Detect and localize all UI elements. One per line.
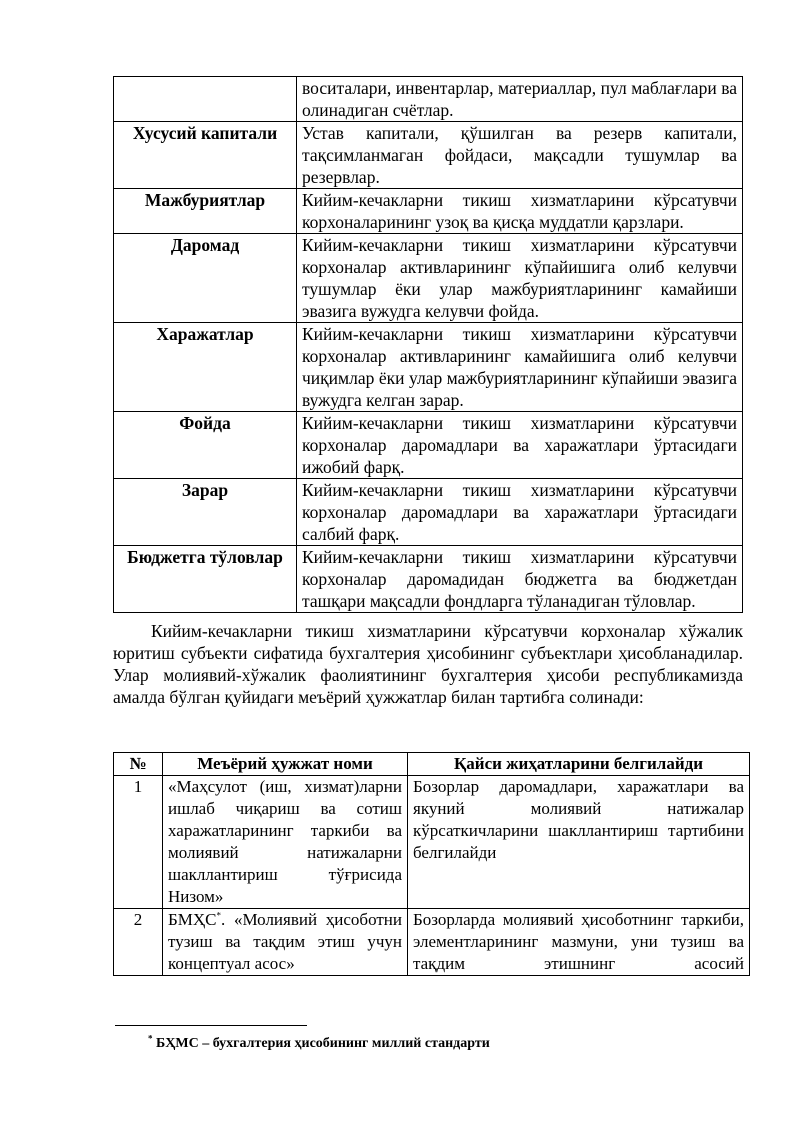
regulations-table bbox=[113, 752, 750, 976]
term-cell: Мажбуриятлар bbox=[114, 189, 297, 234]
column-header-document: Меъёрий ҳужжат номи bbox=[163, 753, 408, 776]
footnote-mark: * bbox=[148, 1033, 153, 1044]
definition-cell: Кийим-кечакларни тикиш хизматларини кўрсатувчи корхоналар активларининг кўпайишига олиб келувчи тушумлар ёки улар мажбуриятларининг камайиши эвазига вужудга келувчи фойда. bbox=[297, 234, 743, 323]
definition-cell: Кийим-кечакларни тикиш хизматларини кўрсатувчи корхоналарининг узоқ ва қисқа муддатли қарзлари. bbox=[297, 189, 743, 234]
table-row bbox=[114, 546, 743, 613]
table-header-row bbox=[114, 753, 750, 776]
definition-cell: Устав капитали, қўшилган ва резерв капитали, тақсимланмаган фойдаси, мақсадли тушумлар ва резервлар. bbox=[297, 122, 743, 189]
column-header-number: № bbox=[114, 753, 163, 776]
table-row bbox=[114, 77, 743, 122]
table-row bbox=[114, 909, 750, 976]
term-cell: Фойда bbox=[114, 412, 297, 479]
column-header-role: Қайси жиҳатларини белгилайди bbox=[408, 753, 750, 776]
table-row bbox=[114, 412, 743, 479]
document-name bbox=[163, 909, 408, 976]
term-cell: Даромад bbox=[114, 234, 297, 323]
footnote-reference[interactable]: * bbox=[216, 910, 221, 921]
document-name: «Маҳсулот (иш, хизмат)ларни ишлаб чиқариш ва сотиш харажатларининг таркиби ва молиявий натижаларни шакллантириш тўғрисида Низом» bbox=[163, 776, 408, 909]
table-row bbox=[114, 189, 743, 234]
document-role: Бозорларда молиявий ҳисоботнинг таркиби, элементларининг мазмуни, уни тузиш ва тақдим этишнинг асосий bbox=[408, 909, 750, 976]
definition-cell: Кийим-кечакларни тикиш хизматларини кўрсатувчи корхоналар активларининг камайишига олиб келувчи чиқимлар ёки улар мажбуриятларининг кўпайиши эвазига вужудга келган зарар. bbox=[297, 323, 743, 412]
definitions-table bbox=[113, 76, 743, 613]
footnote-divider bbox=[115, 1025, 307, 1026]
table-row bbox=[114, 776, 750, 909]
document-abbreviation: БМҲС bbox=[168, 910, 217, 929]
table-row bbox=[114, 234, 743, 323]
paragraph-text: Кийим-кечакларни тикиш хизматларини кўрсатувчи корхоналар хўжалик юритиш субъекти сифатида бухгалтерия ҳисобининг субъектлари ҳисобланадилар. Улар молиявий-хўжалик фаолиятининг бухгалтерия ҳисоби республикамизда амалда бўлган қуйидаги меъёрий ҳужжатлар билан тартибга солинади: bbox=[113, 621, 743, 707]
table-row bbox=[114, 122, 743, 189]
definition-cell: Кийим-кечакларни тикиш хизматларини кўрсатувчи корхоналар даромадлари ва харажатлари ўртасидаги ижобий фарқ. bbox=[297, 412, 743, 479]
table-row bbox=[114, 323, 743, 412]
row-number: 2 bbox=[114, 909, 163, 976]
document-title: . «Молиявий ҳисоботни тузиш ва тақдим этиш учун концептуал асос» bbox=[168, 910, 402, 973]
definition-cell: воситалари, инвентарлар, материаллар, пул маблағлари ва олинадиган счётлар. bbox=[297, 77, 743, 122]
row-number: 1 bbox=[114, 776, 163, 909]
term-cell: Бюджетга тўловлар bbox=[114, 546, 297, 613]
footnote-text: БҲМС – бухгалтерия ҳисобининг миллий стандарти bbox=[152, 1036, 490, 1051]
definition-cell: Кийим-кечакларни тикиш хизматларини кўрсатувчи корхоналар даромадлари ва харажатлари ўртасидаги салбий фарқ. bbox=[297, 479, 743, 546]
definition-cell: Кийим-кечакларни тикиш хизматларини кўрсатувчи корхоналар даромадидан бюджетга ва бюджетдан ташқари мақсадли фондларга тўланадиган тўловлар. bbox=[297, 546, 743, 613]
term-cell: Зарар bbox=[114, 479, 297, 546]
document-role: Бозорлар даромадлари, харажатлари ва якуний молиявий натижалар кўрсаткичларини шакллантириш тартибини белгилайди bbox=[408, 776, 750, 909]
footnote bbox=[148, 1034, 490, 1054]
term-cell: Хусусий капитали bbox=[114, 122, 297, 189]
term-cell: Харажатлар bbox=[114, 323, 297, 412]
body-paragraph bbox=[113, 620, 743, 708]
term-cell bbox=[114, 77, 297, 122]
table-row bbox=[114, 479, 743, 546]
